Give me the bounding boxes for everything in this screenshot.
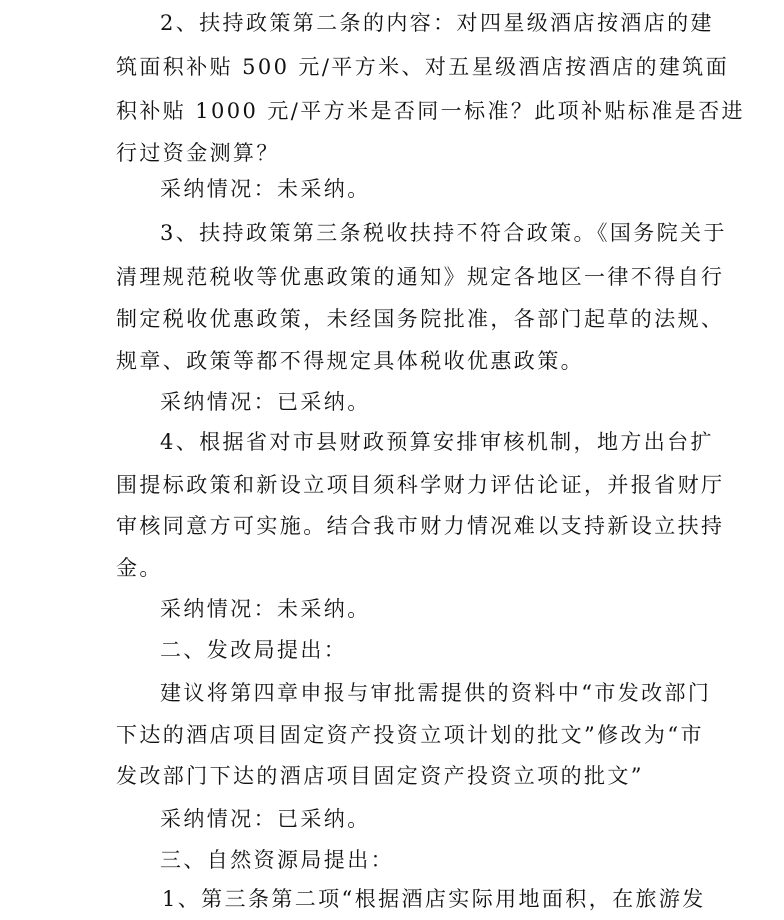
- section-heading-natural-resources: 三、自然资源局提出：: [160, 848, 394, 872]
- paragraph-natural-resources-line-1: 1、第三条第二项“根据酒店实际用地面积，在旅游发: [162, 887, 706, 911]
- paragraph-policy-3-line-2: 清理规范税收等优惠政策的通知》规定各地区一律不得自行: [116, 265, 725, 289]
- adoption-status-4: 采纳情况：已采纳。: [160, 807, 371, 831]
- adoption-status-1: 采纳情况：未采纳。: [160, 177, 371, 201]
- paragraph-policy-4-line-4: 金。: [116, 556, 163, 580]
- section-heading-development-reform: 二、发改局提出：: [160, 638, 348, 662]
- adoption-status-3: 采纳情况：未采纳。: [160, 597, 371, 621]
- paragraph-policy-3-line-4: 规章、政策等都不得规定具体税收优惠政策。: [116, 349, 584, 373]
- paragraph-policy-3-line-3: 制定税收优惠政策，未经国务院批准，各部门起草的法规、: [116, 307, 725, 331]
- paragraph-policy-4-line-3: 审核同意方可实施。结合我市财力情况难以支持新设立扶持: [116, 514, 725, 538]
- paragraph-policy-3-line-1: 3、扶持政策第三条税收扶持不符合政策。《国务院关于: [160, 221, 727, 245]
- paragraph-suggestion-line-1: 建议将第四章申报与审批需提供的资料中“市发改部门: [160, 681, 712, 705]
- paragraph-policy-2-line-3: 积补贴 1000 元/平方米是否同一标准？此项补贴标准是否进: [116, 99, 745, 123]
- paragraph-policy-2-line-1: 2、扶持政策第二条的内容：对四星级酒店按酒店的建: [160, 11, 714, 35]
- paragraph-policy-4-line-2: 围提标政策和新设立项目须科学财力评估论证，并报省财厅: [116, 473, 725, 497]
- paragraph-suggestion-line-2: 下达的酒店项目固定资产投资立项计划的批文”修改为“市: [116, 723, 704, 747]
- paragraph-suggestion-line-3: 发改部门下达的酒店项目固定资产投资立项的批文”: [116, 764, 644, 788]
- paragraph-policy-2-line-4: 行过资金测算？: [116, 141, 280, 165]
- paragraph-policy-2-line-2: 筑面积补贴 500 元/平方米、对五星级酒店按酒店的建筑面: [116, 55, 730, 79]
- paragraph-policy-4-line-1: 4、根据省对市县财政预算安排审核机制，地方出台扩: [160, 430, 714, 454]
- adoption-status-2: 采纳情况：已采纳。: [160, 390, 371, 414]
